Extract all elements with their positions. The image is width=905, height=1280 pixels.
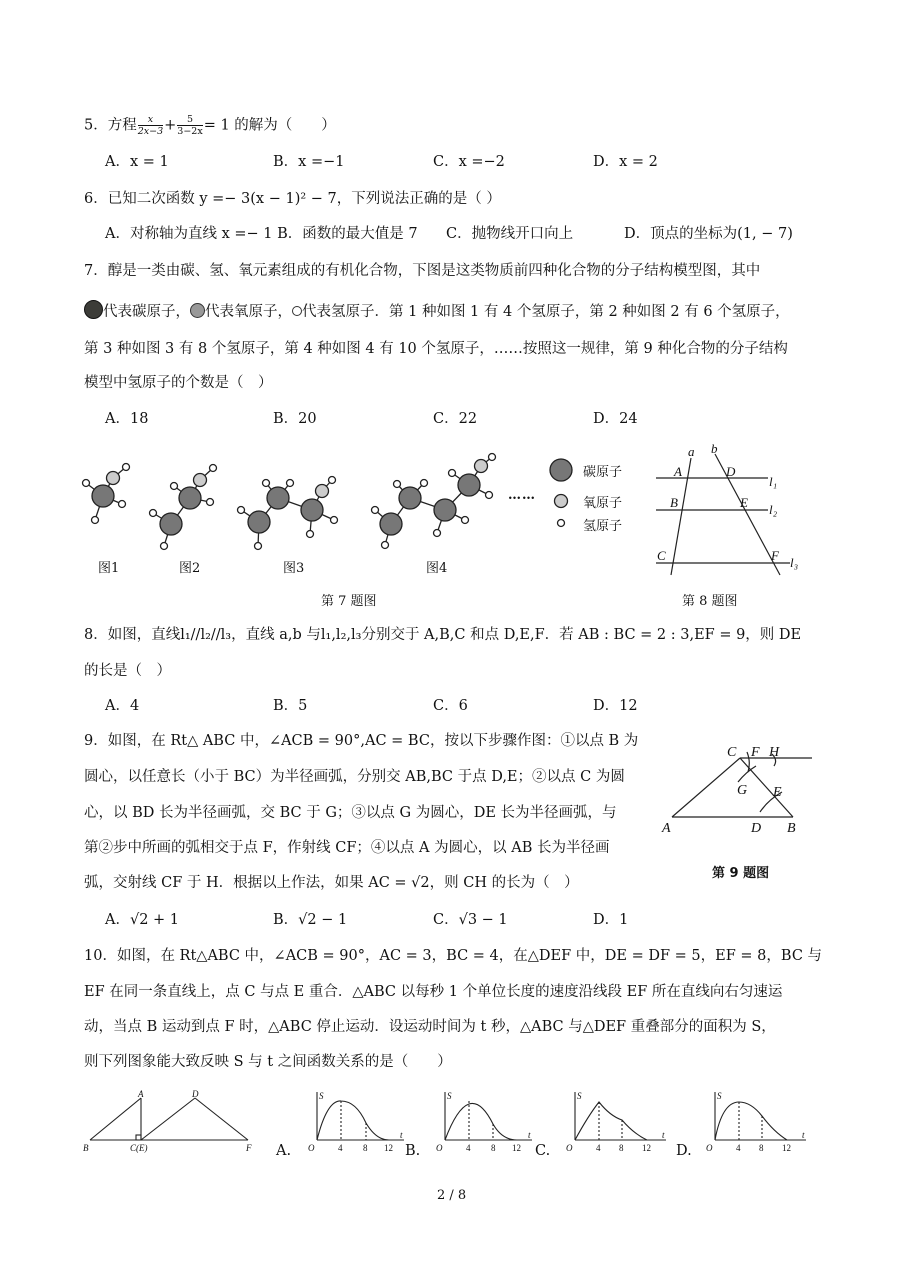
q9-label-C: C [727,745,737,760]
q10-graph-b [428,1088,533,1158]
graph-a-tick-4: 4 [338,1143,343,1153]
q10-label-CE: C(E) [130,1143,148,1153]
q10-line-2: EF 在同一条直线上，点 C 与点 E 重合．△ABC 以每秒 1 个单位长度的速度沿线段 EF 所在直线向右匀速运 [84,984,783,1000]
q9-line-1: 9．如图，在 Rt△ ABC 中，∠ACB = 90°,AC = BC，按以下步骤作图：①以点 B 为 [84,733,639,749]
q5-stem: 5．方程 $\frac{x}{2x-3}$ + $\frac{5}{3-2x}$ = 1 的解为（ ） [84,114,336,137]
q10-label-F: F [246,1143,252,1153]
q5-option-d: D．x = 2 [593,154,658,170]
q8-line-2: 的长是（ ） [84,663,171,679]
graph-c-axis-s: S [577,1091,582,1101]
q10-label-B: B [83,1143,89,1153]
q5-option-a: A．x = 1 [105,154,169,170]
graph-c-axis-t: t [662,1130,665,1140]
q6-option-ab: A．对称轴为直线 x =− 1 B．函数的最大值是 7 [105,226,418,242]
graph-c-tick-8: 8 [619,1143,624,1153]
q8-label-a: a [688,444,695,459]
q10-line-3: 动，当点 B 运动到点 F 时，△ABC 停止运动．设运动时间为 t 秒，△ABC 与△DEF 重叠部分的面积为 S， [84,1019,776,1035]
legend-hydrogen: 氢原子 [583,519,623,534]
graph-b-tick-12: 12 [512,1143,521,1153]
page-number: 2 / 8 [437,1188,467,1203]
q5-option-b: B．x =−1 [273,154,345,170]
fig2-label: 图2 [179,561,201,576]
oxygen-atom-icon [190,303,205,318]
q7-line-2: 代表碳原子， 代表氧原子， 代表氢原子．第 1 种如图 1 有 4 个氢原子，第 2 种如图 2 有 6 个氢原子， [84,300,790,322]
graph-d-tick-4: 4 [736,1143,741,1153]
q8-option-a: A．4 [105,698,140,714]
q9-option-d: D．1 [593,912,629,928]
q7-option-b: B．20 [273,411,317,427]
q6-option-d: D．顶点的坐标为(1, − 7) [624,226,793,242]
graph-c-tick-12: 12 [642,1143,651,1153]
q7-line-1: 7．醇是一类由碳、氢、氧元素组成的有机化合物，下图是这类物质前四种化合物的分子结构模型图，其中 [84,263,761,279]
q8-figure-caption: 第 8 题图 [682,594,738,609]
q5-fraction-1: $\frac{x}{2x-3}$ [137,114,164,137]
graph-d-tick-12: 12 [782,1143,791,1153]
hydrogen-atom-icon [292,306,302,316]
q9-line-2: 圆心，以任意长（小于 BC）为半径画弧，分别交 AB,BC 于点 D,E；②以点 C 为圆 [84,769,625,785]
q8-label-l1: l₁ [769,474,778,489]
q7-option-d: D．24 [593,411,638,427]
q10-label-D: D [192,1089,199,1099]
graph-c-tick-4: 4 [596,1143,601,1153]
q9-label-D: D [751,821,762,836]
q9-label-G: G [737,783,748,798]
q8-label-C: C [657,548,666,563]
q9-label-A: A [662,821,671,836]
q10-graph-a [300,1088,405,1158]
q10-graph-d [698,1088,808,1158]
legend-carbon: 碳原子 [583,465,623,480]
q7-option-c: C．22 [433,411,478,427]
q9-construction-figure [660,742,820,836]
q8-label-b: b [711,441,718,456]
q8-option-d: D．12 [593,698,638,714]
legend-oxygen: 氧原子 [583,496,623,511]
carbon-atom-icon [84,300,103,319]
q10-option-c-label: C. [535,1143,551,1159]
q8-label-D: D [726,464,736,479]
graph-b-origin: O [436,1143,443,1153]
q9-label-H: H [769,745,780,760]
q10-option-b-label: B. [405,1143,421,1159]
q6-stem: 6．已知二次函数 y =− 3(x − 1)² − 7，下列说法正确的是（ ） [84,191,501,207]
q7-figure-caption: 第 7 题图 [321,594,377,609]
q10-triangles-figure [80,1088,260,1163]
q8-label-F: F [771,548,779,563]
q8-line-1: 8．如图，直线l₁//l₂//l₃，直线 a,b 与l₁,l₂,l₃分别交于 A,B,C 和点 D,E,F．若 AB : BC = 2 : 3,EF = 9，则 DE [84,627,802,643]
q8-label-A: A [674,464,682,479]
graph-a-axis-t: t [400,1130,403,1140]
graph-b-tick-8: 8 [491,1143,496,1153]
q7-option-a: A．18 [105,411,149,427]
graph-d-tick-8: 8 [759,1143,764,1153]
q8-label-B: B [670,495,678,510]
q7-line-4: 模型中氢原子的个数是（ ） [84,375,273,391]
graph-a-axis-s: S [319,1091,324,1101]
graph-b-axis-s: S [447,1091,452,1101]
q8-label-E: E [740,495,748,510]
fig1-label: 图1 [98,561,120,576]
q10-line-4: 则下列图象能大致反映 S 与 t 之间函数关系的是（ ） [84,1054,452,1070]
q9-line-5: 弧，交射线 CF 于 H．根据以上作法，如果 AC = √2，则 CH 的长为（ ） [84,875,579,891]
graph-a-tick-8: 8 [363,1143,368,1153]
graph-d-axis-t: t [802,1130,805,1140]
q9-option-a: A．√2 + 1 [105,912,180,928]
graph-a-origin: O [308,1143,315,1153]
q10-line-1: 10．如图，在 Rt△ABC 中，∠ACB = 90°，AC = 3，BC = 4，在△DEF 中，DE = DF = 5，EF = 8，BC 与 [84,948,823,964]
graph-c-origin: O [566,1143,573,1153]
q9-line-3: 心，以 BD 长为半径画弧，交 BC 于 G；③以点 G 为圆心，DE 长为半径画弧，与 [84,805,617,821]
q10-option-d-label: D. [676,1143,692,1159]
fig4-label: 图4 [426,561,448,576]
q9-label-B: B [787,821,796,836]
q10-label-A: A [138,1089,144,1099]
q8-label-l2: l₂ [769,502,778,517]
q8-parallel-lines-figure [650,440,810,575]
q9-label-E: E [773,785,782,800]
graph-d-origin: O [706,1143,713,1153]
q5-option-c: C．x =−2 [433,154,505,170]
graph-b-tick-4: 4 [466,1143,471,1153]
q9-option-c: C．√3 − 1 [433,912,508,928]
ellipsis: …… [508,488,536,503]
q9-figure-caption: 第 9 题图 [712,866,770,881]
graph-d-axis-s: S [717,1091,722,1101]
q9-label-F: F [751,745,760,760]
graph-b-axis-t: t [528,1130,531,1140]
q7-line-3: 第 3 种如图 3 有 8 个氢原子，第 4 种如图 4 有 10 个氢原子，……按照这一规律，第 9 种化合物的分子结构 [84,341,788,357]
q10-graph-c [558,1088,668,1158]
q8-label-l3: l₃ [790,555,799,570]
graph-a-tick-12: 12 [384,1143,393,1153]
q6-option-c: C．抛物线开口向上 [446,226,574,242]
q8-option-b: B．5 [273,698,308,714]
q9-option-b: B．√2 − 1 [273,912,348,928]
q9-line-4: 第②步中所画的弧相交于点 F，作射线 CF；④以点 A 为圆心，以 AB 长为半径画 [84,840,610,856]
fig3-label: 图3 [283,561,305,576]
q10-option-a-label: A. [276,1143,292,1159]
q5-fraction-2: $\frac{5}{3-2x}$ [177,114,203,137]
q8-option-c: C．6 [433,698,468,714]
